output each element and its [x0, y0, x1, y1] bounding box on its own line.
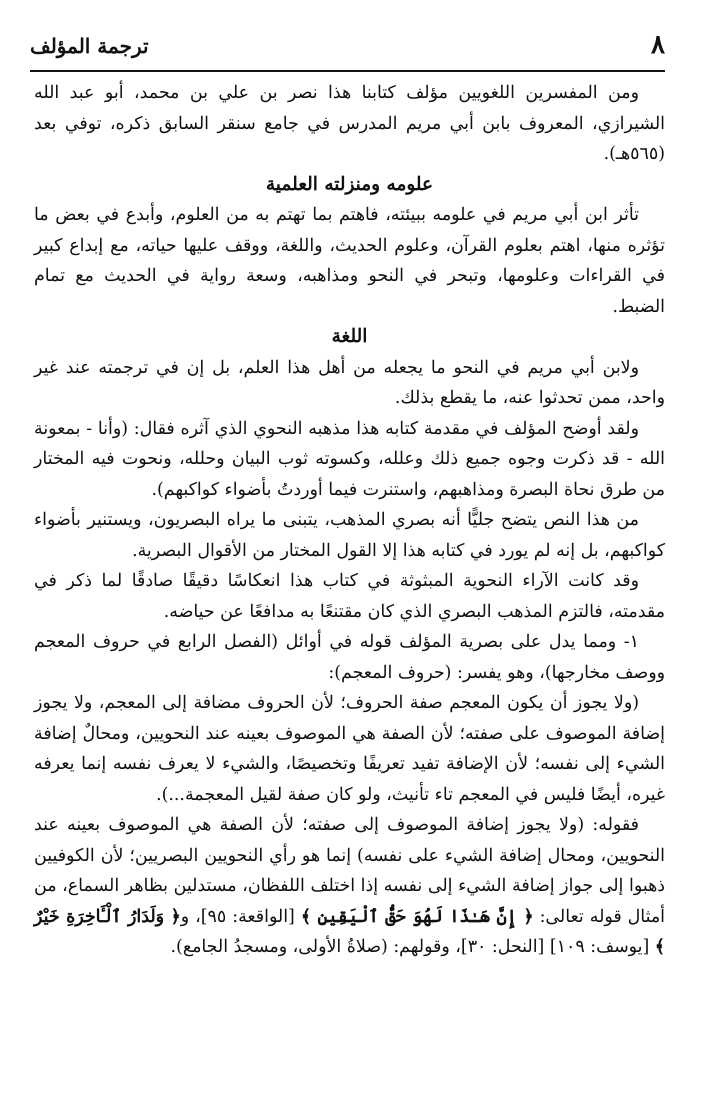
page-header [30, 28, 665, 68]
paragraph-1: ومن المفسرين اللغويين مؤلف كتابنا هذا نصر بن علي بن محمد، أبو عبد الله الشيرازي، المعروف بابن أبي مريم المدرس في جامع سنقر السابق ذكره، توفي بعد (٥٦٥هـ). [34, 83, 665, 164]
quotation-paragraph: (ولا يجوز أن يكون المعجم صفة الحروف؛ لأن الحروف مضافة إلى المعجم، ولا يجوز إضافة الموصوف على صفته؛ لأن الصفة هي الموصوف بعينه عند النحويين، ومحالٌ إضافة الشيء إلى نفسه؛ لأن الإضافة تفيد تعريفًا وتخصيصًا، والشيء لا يعرف نفسه إنما يعرفه غيره، أيضًا فليس في المعجم تاء تأنيث، ولو كان صفة لقيل المعجمة...). [34, 693, 665, 805]
section-heading-language: اللغة [331, 326, 368, 347]
verse-2-reference: [يوسف: ١٠٩] [النحل: ٣٠]، وقولهم: (صلاةُ الأولى، ومسجدُ الجامع). [170, 937, 655, 957]
paragraph-5: من هذا النص يتضح جليًّا أنه بصري المذهب، يتبنى ما يراه البصريون، ويستنير بأضواء كواكبهم، بل إنه لم يورد في كتابه هذا إلا القول المختار من الأقوال البصرية. [34, 510, 665, 561]
header-divider [30, 70, 665, 72]
paragraph-6: وقد كانت الآراء النحوية المبثوثة في كتاب هذا انعكاسًا دقيقًا صادقًا لما ذكر في مقدمته، فالتزم المذهب البصري الذي كان مقتنعًا به مدافعًا عن حياضه. [34, 571, 665, 622]
running-title: ترجمة المؤلف [30, 34, 149, 58]
page-number: ٨ [651, 30, 665, 60]
paragraph-8 [34, 810, 665, 963]
paragraph-3: ولابن أبي مريم في النحو ما يجعله من أهل هذا العلم، بل إن في ترجمته عند غير واحد، ممن تحدثوا عنه، ما يقطع بذلك. [34, 357, 665, 408]
paragraph-7: ١- ومما يدل على بصرية المؤلف قوله في أوائل (الفصل الرابع في حروف المعجم ووصف مخارجها)، وهو يفسر: (حروف المعجم): [34, 632, 665, 683]
quran-verse-1: ﴿ إِنَّ هَـٰذَا لَهُوَ حَقُّ ٱلْيَقِينِ ﴾ [300, 906, 534, 927]
section-heading-sciences: علومه ومنزلته العلمية [265, 173, 434, 195]
quran-verse-2: ﴿ وَلَدَارُ ٱلْـَٔاخِرَةِ خَيْرٌ ﴾ [34, 906, 665, 957]
paragraph-8-intro: فقوله: (ولا يجوز إضافة الموصوف إلى صفته؛ لأن الصفة هي الموصوف بعينه عند النحويين، ومحال إضافة الشيء على نفسه) إنما هو رأي النحويين البصريين؛ لأن الكوفيين ذهبوا إلى جواز إضافة الشيء إلى نفسه إذا اختلف اللفظان، مستدلين بظاهر السماع، من أمثال قوله تعالى: [34, 815, 665, 927]
verse-1-reference: [الواقعة: ٩٥]، و [180, 906, 301, 927]
paragraph-2: تأثر ابن أبي مريم في علومه ببيئته، فاهتم بما تهتم به من العلوم، وأبدع في بعض ما تؤثره منها، اهتم بعلوم القرآن، وعلوم الحديث، واللغة، ووقف عليها حياته، مع إبداع كبير في القراءات وعلومها، وتبحر في النحو ومذاهبه، وسعة رواية في الحديث مع تمام الضبط. [34, 205, 665, 317]
page-body [34, 78, 665, 963]
paragraph-4: ولقد أوضح المؤلف في مقدمة كتابه هذا مذهبه النحوي الذي آثره فقال: (وأنا - بمعونة الله - قد ذكرت وجوه جميع ذلك وعلله، وكسوته ثوب البيان وحلله، ونحوت فيه المختار من طرق نحاة البصرة ومذاهبهم، واستنرت فيما أوردتُ بأضواء كواكبهم). [34, 418, 665, 500]
